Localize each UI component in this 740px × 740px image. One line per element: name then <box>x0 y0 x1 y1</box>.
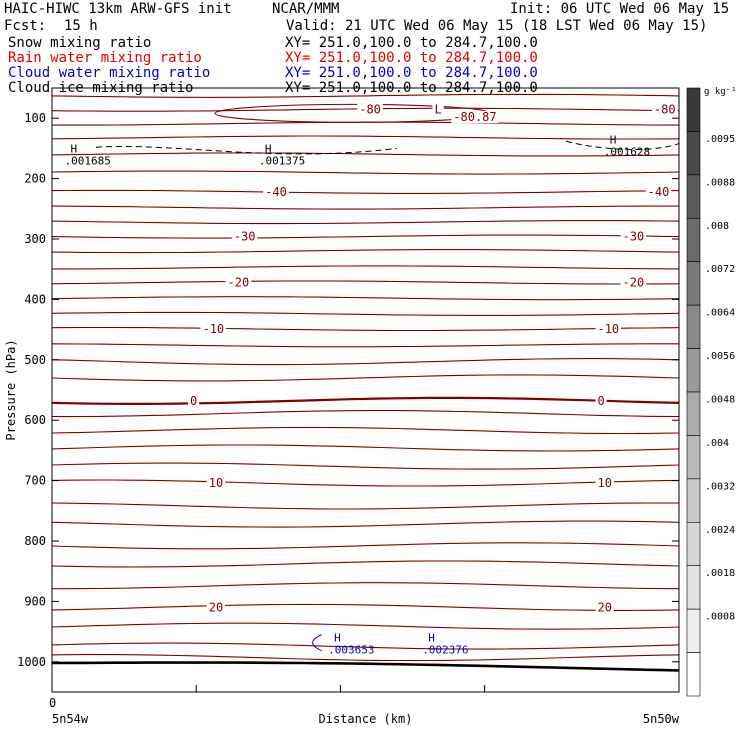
isotherm-line <box>52 266 679 269</box>
colorbar-segment <box>687 175 700 218</box>
init-time: Init: 06 UTC Wed 06 May 15 <box>510 1 730 17</box>
isotherm-line <box>52 250 679 253</box>
y-tick-label: 700 <box>24 473 46 488</box>
colorbar-segment <box>687 262 700 305</box>
ice-max-value: .001628 <box>603 145 651 159</box>
y-tick-label: 600 <box>24 413 46 428</box>
isotherm-label: L <box>434 102 442 117</box>
isotherm-line <box>52 463 679 469</box>
isotherm-line <box>52 359 679 365</box>
institution-label: NCAR/MMM <box>272 1 340 17</box>
isotherm-line <box>52 521 679 527</box>
isotherm-label: -80 <box>653 102 676 117</box>
colorbar-segment <box>687 349 700 392</box>
isotherm-line <box>52 206 679 209</box>
ice-max-value: .001685 <box>64 154 111 168</box>
ice-contour-dashed <box>96 146 397 153</box>
isotherm-line <box>52 411 679 417</box>
isotherm-label: -80 <box>359 102 381 117</box>
isotherm-label: -10 <box>202 321 225 336</box>
colorbar-unit: g kg⁻¹ <box>704 87 737 97</box>
cloud-water-max-marker: H <box>428 631 435 645</box>
colorbar-label: .0008 <box>705 611 736 623</box>
colorbar-label: .0024 <box>705 524 736 536</box>
colorbar-segment <box>687 131 700 174</box>
colorbar-label: .0018 <box>705 568 736 580</box>
isotherm-label: 20 <box>597 600 612 615</box>
isotherm-line <box>52 312 679 315</box>
colorbar-label: .0088 <box>705 177 736 189</box>
isotherm-line <box>52 623 679 629</box>
x-tick-label: 0 <box>49 696 57 710</box>
y-axis-label: Pressure (hPa) <box>4 339 18 441</box>
isotherm-line <box>52 428 679 434</box>
y-tick-label: 100 <box>24 111 46 126</box>
y-tick-label: 400 <box>24 292 46 307</box>
isotherm-line <box>52 153 679 156</box>
isotherm-label: 10 <box>208 476 224 491</box>
field-name-cloud-water: Cloud water mixing ratio <box>8 65 211 81</box>
cloud-water-max-marker: H <box>334 631 341 645</box>
colorbar-segment <box>687 522 700 565</box>
isotherm-line <box>52 235 679 238</box>
isotherm-label: -30 <box>233 229 256 244</box>
ice-max-marker: H <box>264 142 272 156</box>
x-right-location-label: 5n50w <box>642 712 679 726</box>
isotherm-line <box>52 583 679 589</box>
ice-max-value: .001375 <box>258 154 306 168</box>
colorbar-label: .0064 <box>705 307 736 319</box>
colorbar-segment <box>687 479 700 522</box>
isotherm-line <box>52 480 679 486</box>
isotherm-label: -80.87 <box>453 109 497 124</box>
colorbar-segment <box>687 88 700 131</box>
isotherm-label: 10 <box>597 476 612 491</box>
isotherm-line <box>52 94 679 97</box>
colorbar-label: .0048 <box>705 394 736 406</box>
plot-frame <box>52 88 679 692</box>
ground-surface-line <box>52 663 679 671</box>
field-xy-cloud-water: XY= 251.0,100.0 to 284.7,100.0 <box>285 65 538 81</box>
isotherm-label: 0 <box>597 393 605 408</box>
colorbar-segment <box>687 653 700 696</box>
isotherm-line <box>52 445 679 451</box>
isotherm-label: -10 <box>597 321 620 336</box>
forecast-label: Fcst: <box>4 18 47 34</box>
isotherm-line <box>52 328 679 331</box>
isotherm-label: -40 <box>647 184 670 199</box>
isotherm-line <box>52 503 679 509</box>
colorbar-segment <box>687 566 700 609</box>
y-tick-label: 1000 <box>17 654 46 669</box>
field-name-snow: Snow mixing ratio <box>8 35 152 51</box>
forecast-hours: 15 h <box>64 18 98 34</box>
isotherm-line <box>52 281 679 284</box>
colorbar-segment <box>687 305 700 348</box>
colorbar-segment <box>687 435 700 478</box>
isotherm-label: 0 <box>189 393 198 408</box>
y-tick-label: 300 <box>24 232 46 246</box>
colorbar-label: .0095 <box>705 133 736 145</box>
y-tick-label: 500 <box>24 352 46 367</box>
field-name-rain: Rain water mixing ratio <box>8 50 202 66</box>
isotherm-line <box>52 375 679 381</box>
x-axis-label: Distance (km) <box>318 712 413 726</box>
isotherm-line <box>52 221 679 224</box>
isotherm-line <box>52 543 679 549</box>
isotherm-line <box>52 344 679 347</box>
field-xy-cloud-ice: XY= 251.0,100.0 to 284.7,100.0 <box>285 80 538 96</box>
field-name-cloud-ice: Cloud ice mixing ratio <box>8 80 194 96</box>
ice-max-marker: H <box>70 142 78 156</box>
cloud-water-max-value: .002376 <box>422 643 469 657</box>
valid-time: Valid: 21 UTC Wed 06 May 15 (18 LST Wed 06 May 15) <box>286 18 708 34</box>
y-tick-label: 900 <box>24 594 46 609</box>
colorbar-segment <box>687 218 700 261</box>
isotherm-line <box>52 297 679 300</box>
isotherm-line <box>52 398 679 404</box>
isotherm-closed-contour <box>215 104 491 122</box>
chart-title: HAIC-HIWC 13km ARW-GFS init <box>4 1 232 17</box>
isotherm-label: -40 <box>265 184 287 199</box>
colorbar-segment <box>687 609 700 652</box>
colorbar-label: .0032 <box>705 481 736 493</box>
colorbar-label: .0056 <box>705 351 736 363</box>
cloud-water-contour <box>313 635 322 651</box>
isotherm-label: 20 <box>208 600 224 615</box>
colorbar-label: .004 <box>705 437 730 449</box>
colorbar-label: .008 <box>705 220 730 232</box>
colorbar-segment <box>687 392 700 435</box>
field-xy-rain: XY= 251.0,100.0 to 284.7,100.0 <box>285 50 538 66</box>
isotherm-label: -30 <box>622 229 645 244</box>
isotherm-line <box>52 604 679 610</box>
y-tick-label: 800 <box>24 534 46 548</box>
isotherm-line <box>52 171 679 174</box>
isotherm-label: -20 <box>227 275 250 290</box>
field-xy-snow: XY= 251.0,100.0 to 284.7,100.0 <box>285 35 538 51</box>
isotherm-line <box>52 190 679 193</box>
isotherm-line <box>52 561 679 567</box>
isotherm-line <box>52 136 679 139</box>
ice-max-marker: H <box>609 133 617 147</box>
x-left-location-label: 5n54w <box>52 712 89 726</box>
cloud-water-max-value: .003653 <box>328 643 375 657</box>
isotherm-label: -20 <box>622 275 645 290</box>
colorbar-label: .0072 <box>705 264 736 276</box>
y-tick-label: 200 <box>24 171 46 186</box>
